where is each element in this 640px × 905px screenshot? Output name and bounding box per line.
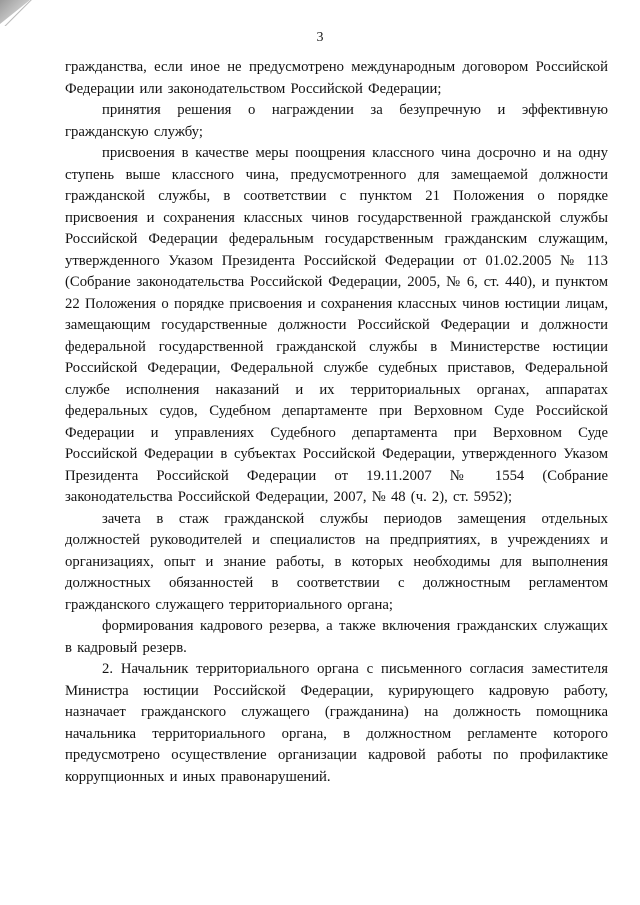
scan-corner-shadow <box>0 0 30 24</box>
page-number: 3 <box>316 30 324 45</box>
paragraph: принятия решения о награждении за безупречную и эффективную гражданскую службу; <box>65 102 608 140</box>
paragraph: зачета в стаж гражданской службы периодов замещения отдельных должностей руководителей и специалистов на предприятиях, в учреждениях и организациях, опыт и знание работы, в которых необходимы для выполнения должностных обязанностей в соответствии с должностным регламентом гражданского служащего территориального органа; <box>65 510 608 613</box>
paragraph: формирования кадрового резерва, а также включения гражданских служащих в кадровый резерв. <box>65 618 608 656</box>
paragraph: 2. Начальник территориального органа с письменного согласия заместителя Министра юстиции Российской Федерации, курирующего кадровую работу, назначает гражданского служащего (гражданина) на должность помощника начальника территориального органа, в должностном регламенте которого предусмотрено осуществление организации кадровой работы по профилактике коррупционных и иных правонарушений. <box>65 661 608 785</box>
paragraph: гражданства, если иное не предусмотрено международным договором Российской Федерации или законодательством Российской Федерации; <box>65 59 608 97</box>
paragraph: присвоения в качестве меры поощрения классного чина досрочно и на одну ступень выше классного чина, предусмотренного для замещаемой должности гражданской службы, в соответствии с пунктом 21 Положения о порядке присвоения и сохранения классных чинов государственной гражданской службы Российской Федерации федеральным государственным гражданским служащим, утвержденного Указом Президента Российской Федерации от 01.02.2005 № 113 (Собрание законодательства Российской Федерации, 2005, № 6, ст. 440), и пунктом 22 Положения о порядке присвоения и сохранения классных чинов юстиции лицам, замещающим государственные должности Российской Федерации и должности федеральной государственной гражданской службы в Министерстве юстиции Российской Федерации, Федеральной службе судебных приставов, Федеральной службе исполнения наказаний и их территориальных органах, аппаратах федеральных судов, Судебном департаменте при Верховном Суде Российской Федерации и управлениях Судебного департамента при Верховном Суде Российской Федерации в субъектах Российской Федерации, утвержденного Указом Президента Российской Федерации от 19.11.2007 № 1554 (Собрание законодательства Российской Федерации, 2007, № 48 (ч. 2), ст. 5952); <box>65 145 608 505</box>
document-body <box>65 57 608 788</box>
